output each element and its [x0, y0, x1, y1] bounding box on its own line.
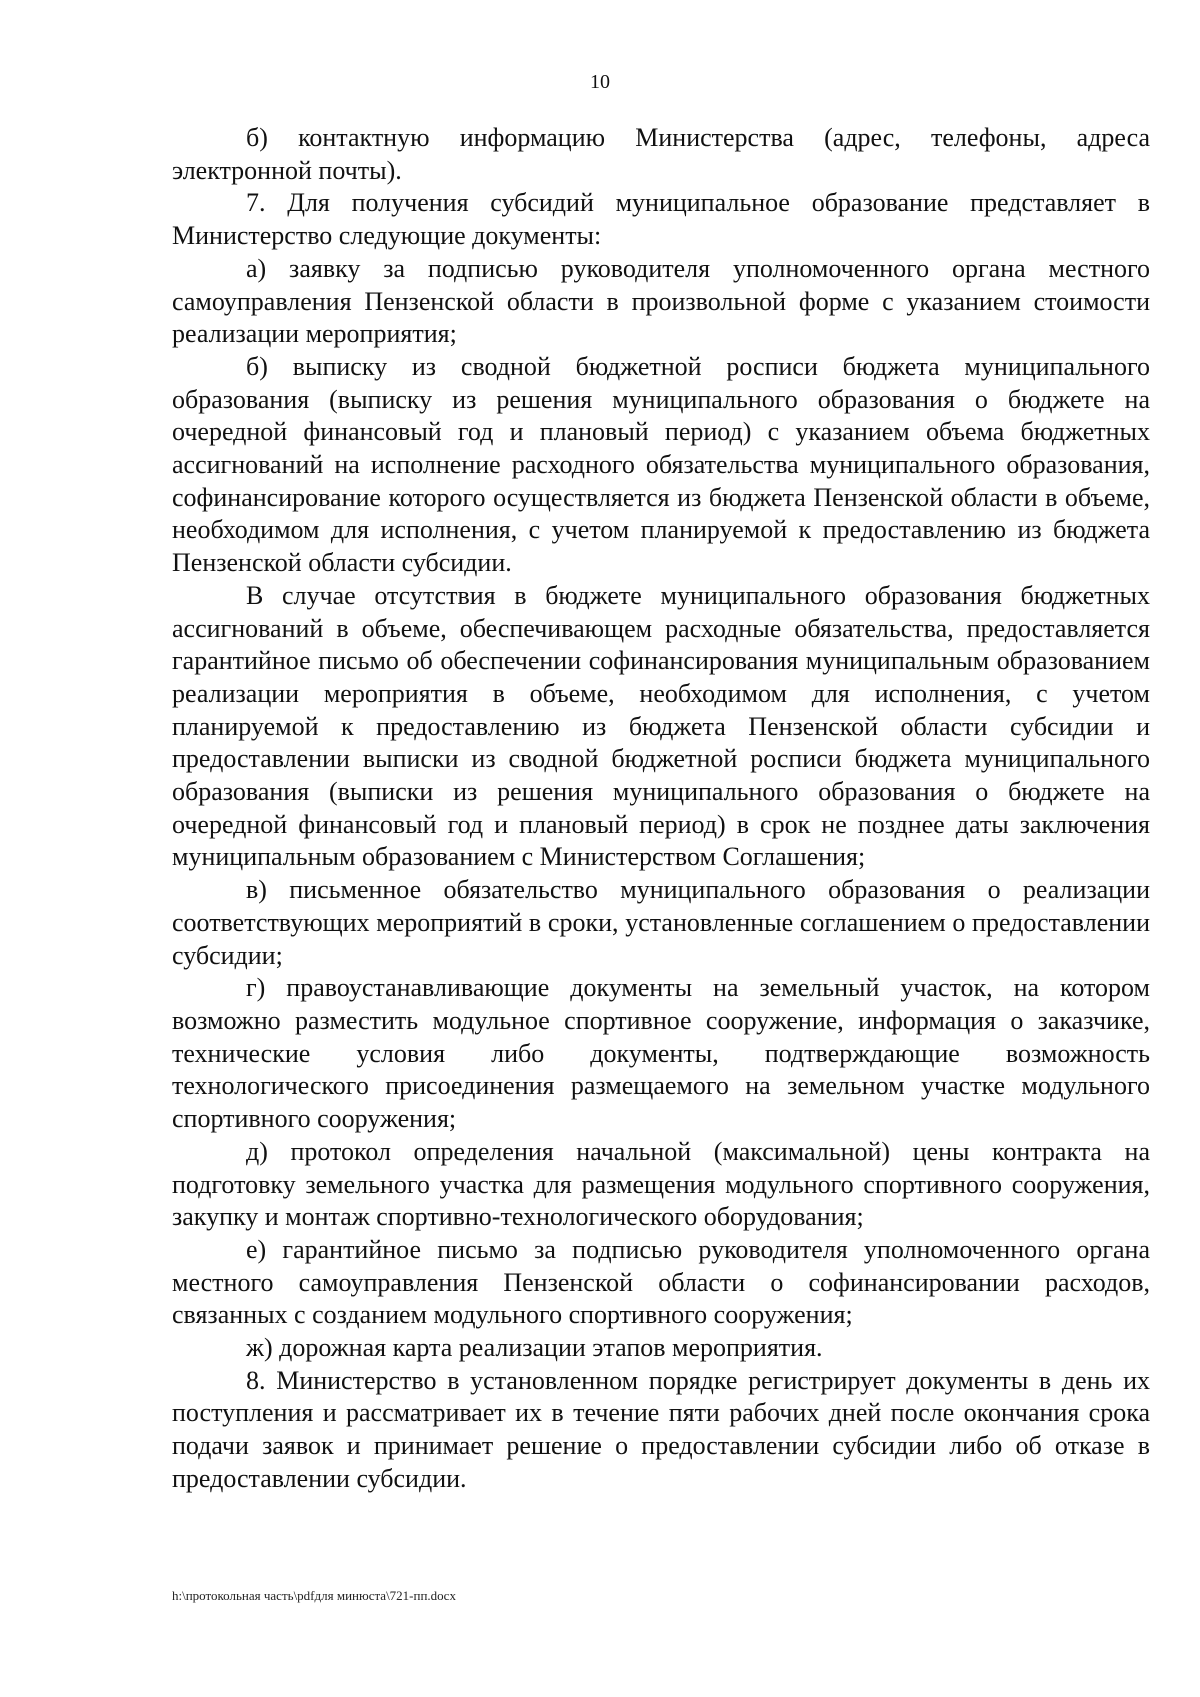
document-body — [172, 122, 1150, 1496]
footer-file-path: h:\протокольная часть\pdfдля минюста\721-пп.docx — [172, 1588, 456, 1603]
paragraph-item-d: д) протокол определения начальной (максимальной) цены контракта на подготовку земельного участка для размещения модульного спортивного сооружения, закупку и монтаж спортивно-технологического оборудования; — [172, 1136, 1150, 1232]
paragraph-item-b: б) выписку из сводной бюджетной росписи бюджета муниципального образования (выписку из решения муниципального образования о бюджете на очередной финансовый год и плановый период) с указанием объема бюджетных ассигнований на исполнение расходного обязательства муниципального образования, софинансирование которого осуществляется из бюджета Пензенской области в объеме, необходимом для исполнения, с учетом планируемой к предоставлению из бюджета Пензенской области субсидии. — [172, 351, 1150, 578]
paragraph-clause-8: 8. Министерство в установленном порядке регистрирует документы в день их поступления и рассматривает их в течение пяти рабочих дней после окончания срока подачи заявок и принимает решение о предоставлении субсидии либо об отказе в предоставлении субсидии. — [172, 1365, 1150, 1493]
paragraph-no-allocations-case: В случае отсутствия в бюджете муниципального образования бюджетных ассигнований в объеме, обеспечивающем расходные обязательства, предоставляется гарантийное письмо об обеспечении софинансирования муниципальным образованием реализации мероприятия в объеме, необходимом для исполнения, с учетом планируемой к предоставлению из бюджета Пензенской области субсидии и предоставлении выписки из сводной бюджетной росписи бюджета муниципального образования (выписки из решения муниципального образования о бюджете на очередной финансовый год и плановый период) в срок не позднее даты заключения муниципальным образованием с Министерством Соглашения; — [172, 580, 1150, 872]
paragraph-item-v: в) письменное обязательство муниципального образования о реализации соответствующих мероприятий в сроки, установленные соглашением о предоставлении субсидии; — [172, 875, 1150, 970]
paragraph-clause-7: 7. Для получения субсидий муниципальное образование представляет в Министерство следующие документы: — [172, 188, 1150, 251]
paragraph-item-g: г) правоустанавливающие документы на земельный участок, на котором возможно разместить модульное спортивное сооружение, информация о заказчике, технические условия либо документы, подтверждающие возможность технологического присоединения размещаемого на земельном участке модульного спортивного сооружения; — [172, 973, 1150, 1134]
paragraph-item-a: а) заявку за подписью руководителя уполномоченного органа местного самоуправления Пензенской области в произвольной форме с указанием стоимости реализации мероприятия; — [172, 253, 1150, 349]
page-number: 10 — [590, 71, 610, 93]
paragraph-item-e: е) гарантийное письмо за подписью руководителя уполномоченного органа местного самоуправления Пензенской области о софинансировании расходов, связанных с созданием модульного спортивного сооружения; — [172, 1234, 1150, 1330]
paragraph-item-zh: ж) дорожная карта реализации этапов мероприятия. — [246, 1333, 823, 1363]
paragraph-contact-info: б) контактную информацию Министерства (адрес, телефоны, адреса электронной почты). — [172, 123, 1150, 185]
